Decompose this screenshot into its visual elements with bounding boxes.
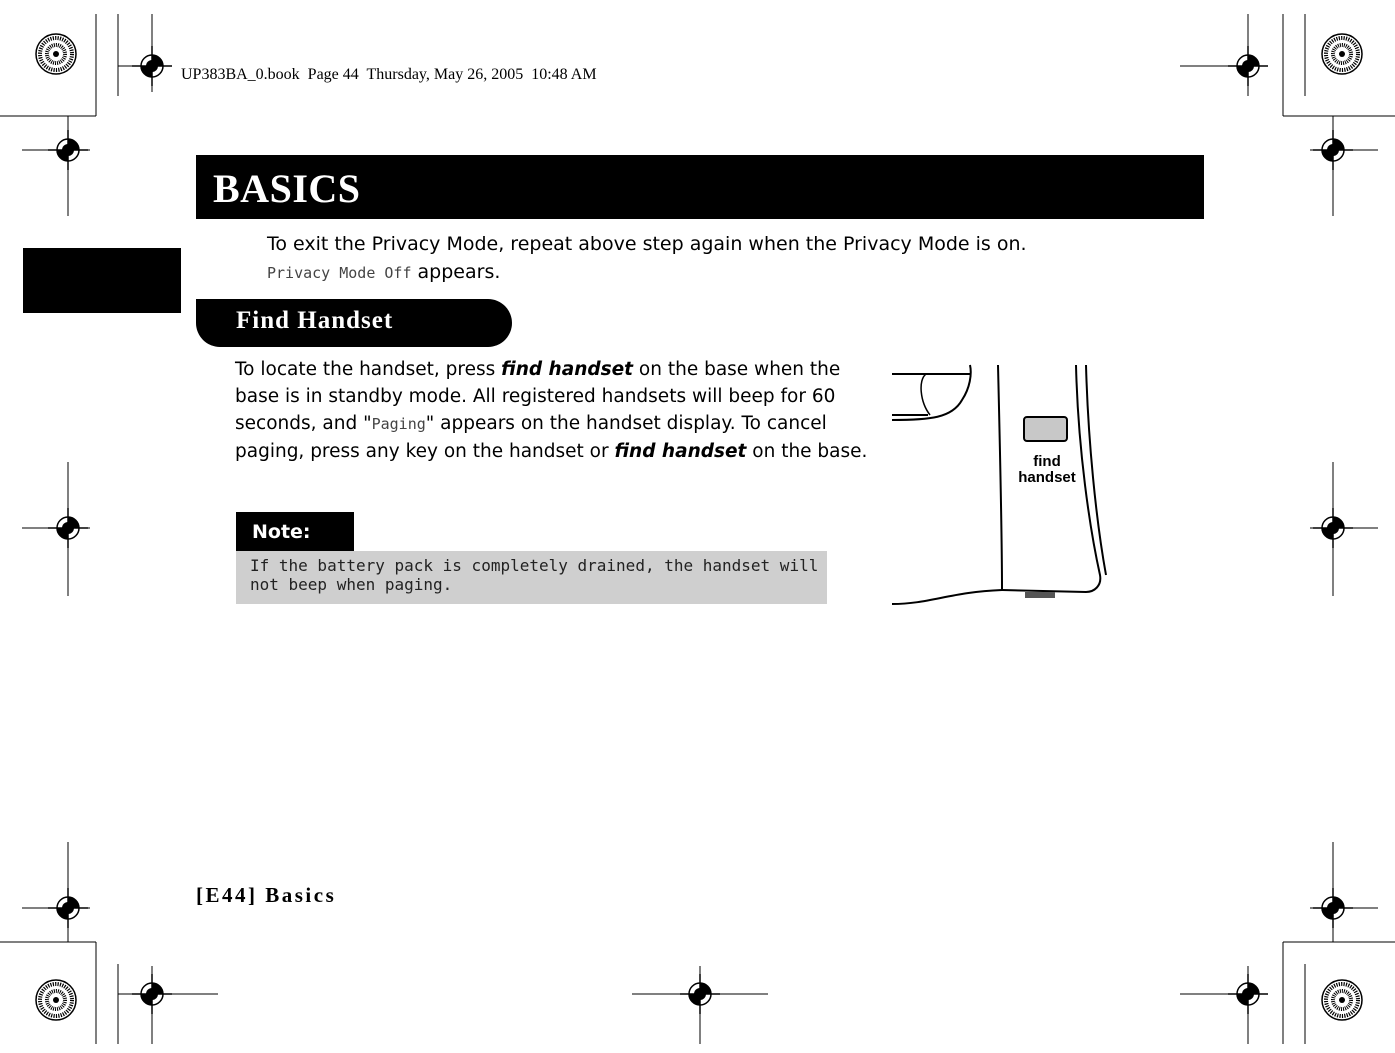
note-text: If the battery pack is completely drained, the handset will not beep when paging. — [250, 556, 819, 594]
crop-marks-top-left — [0, 14, 172, 216]
button-label-line2: handset — [1018, 469, 1076, 486]
find-handset-button-drawing — [1024, 417, 1067, 441]
side-tab — [23, 248, 181, 313]
privacy-line-2 — [267, 258, 1027, 287]
note-box — [236, 551, 827, 604]
page-footer: [E44] Basics — [196, 883, 337, 907]
section-title: Find Handset — [236, 307, 394, 334]
privacy-line-2-suffix: appears. — [411, 261, 501, 283]
crop-marks-bottom-center — [632, 966, 768, 1044]
note-label — [236, 512, 354, 551]
page-title-bar — [196, 155, 1204, 219]
find-handset-paragraph — [235, 356, 880, 465]
crop-marks-top-right — [1180, 14, 1395, 216]
base-unit-illustration — [890, 360, 1120, 610]
note-label-text: Note: — [252, 521, 311, 543]
lcd-text: Privacy Mode Off — [267, 264, 412, 282]
print-slug: UP383BA_0.book Page 44 Thursday, May 26, 2005 10:48 AM — [181, 66, 597, 83]
privacy-paragraph — [267, 230, 1027, 287]
crop-marks-bottom-left — [0, 842, 218, 1044]
keyword-find-handset: find handset — [501, 359, 634, 380]
crop-marks-bottom-right — [1180, 842, 1395, 1044]
section-heading — [196, 299, 512, 347]
text-run: " appears on the handset display. To cancel paging, press any key on the handset or — [235, 413, 827, 462]
text-run: on the base. — [746, 441, 868, 462]
text-run: To locate the handset, press — [235, 359, 502, 380]
keyword-find-handset: find handset — [614, 441, 747, 462]
page-title: BASICS — [213, 166, 361, 211]
privacy-line-1: To exit the Privacy Mode, repeat above step again when the Privacy Mode is on. — [267, 233, 1027, 255]
button-label-line1: find — [1033, 453, 1061, 470]
text-run: on the base when the base is in standby mode. All registered handsets will beep for 60 seconds, and " — [235, 359, 841, 434]
lcd-text: Paging — [371, 415, 426, 433]
